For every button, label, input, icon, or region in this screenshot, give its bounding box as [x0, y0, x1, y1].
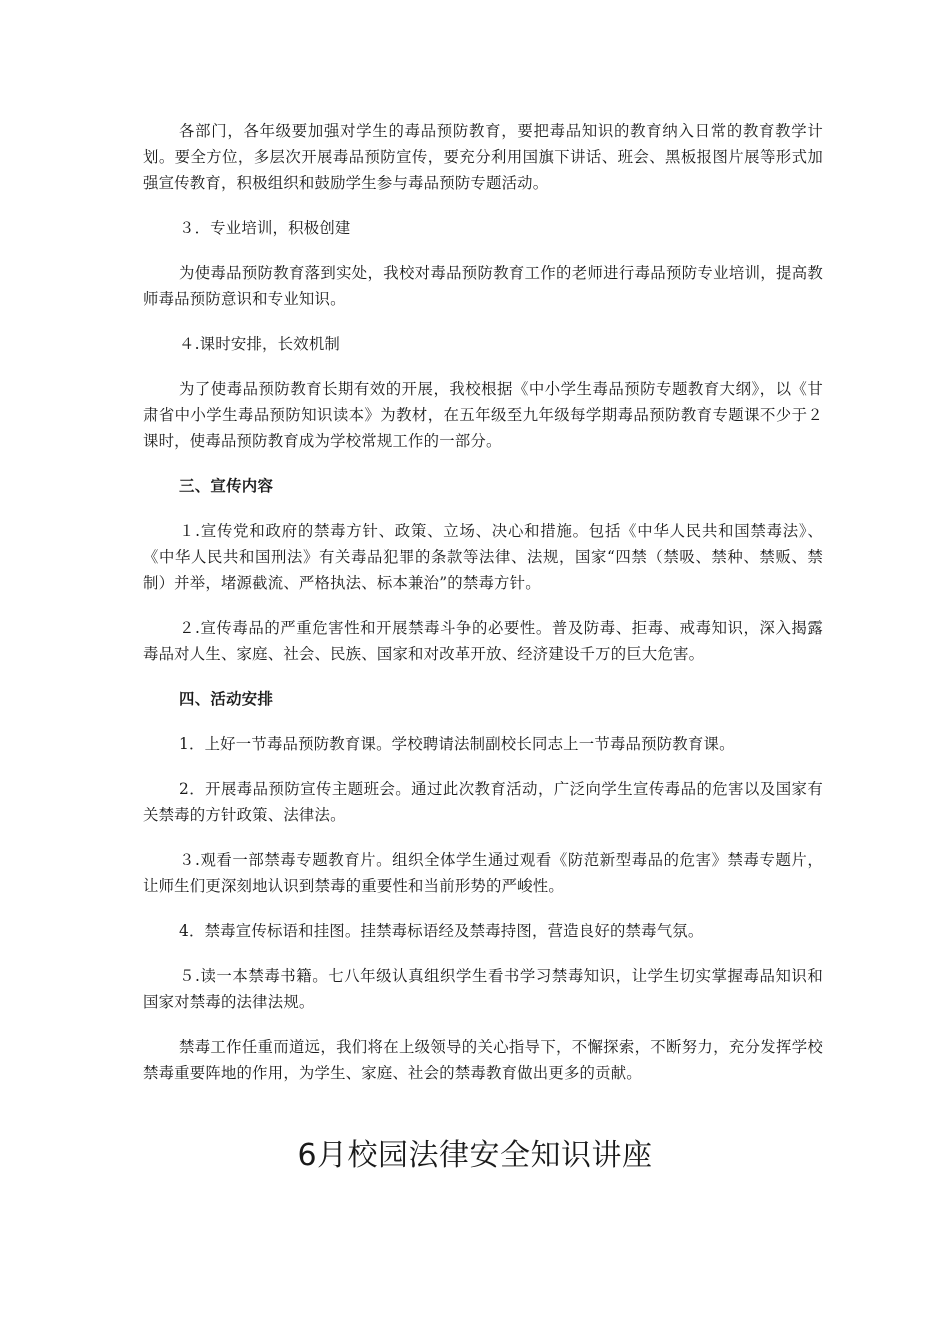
paragraph-activity-3: ３.观看一部禁毒专题教育片。组织全体学生通过观看《防范新型毒品的危害》禁毒专题片，让师生们更深刻地认识到禁毒的重要性和当前形势的严峻性。 — [143, 851, 823, 895]
paragraph-activity-2: 2．开展毒品预防宣传主题班会。通过此次教育活动，广泛向学生宣传毒品的危害以及国家有关禁毒的方针政策、法律法。 — [143, 780, 823, 824]
next-section-title: 6月校园法律安全知识讲座 — [297, 1138, 653, 1173]
subheading-schedule: ４.课时安排，长效机制 — [179, 335, 340, 353]
paragraph-activity-5: ５.读一本禁毒书籍。七八年级认真组织学生看书学习禁毒知识，让学生切实掌握毒品知识和国家对禁毒的法律法规。 — [143, 967, 823, 1011]
document-body — [143, 118, 823, 1086]
paragraph-closing: 禁毒工作任重而道远，我们将在上级领导的关心指导下，不懈探索，不断努力，充分发挥学校禁毒重要阵地的作用，为学生、家庭、社会的禁毒教育做出更多的贡献。 — [143, 1038, 823, 1082]
paragraph-publicity-1: １.宣传党和政府的禁毒方针、政策、立场、决心和措施。包括《中华人民共和国禁毒法》、《中华人民共和国刑法》有关毒品犯罪的条款等法律、法规，国家“四禁（禁吸、禁种、禁贩、禁制）并举，堵源截流、严格执法、标本兼治”的禁毒方针。 — [143, 522, 823, 592]
paragraph-activity-4: 4．禁毒宣传标语和挂图。挂禁毒标语经及禁毒持图，营造良好的禁毒气氛。 — [179, 922, 704, 940]
section-heading-activities: 四、活动安排 — [179, 690, 274, 708]
paragraph-publicity-2: ２.宣传毒品的严重危害性和开展禁毒斗争的必要性。普及防毒、拒毒、戒毒知识，深入揭露毒品对人生、家庭、社会、民族、国家和对改革开放、经济建设千万的巨大危害。 — [143, 619, 823, 663]
paragraph-training: 为使毒品预防教育落到实处，我校对毒品预防教育工作的老师进行毒品预防专业培训，提高教师毒品预防意识和专业知识。 — [143, 264, 823, 308]
section-heading-publicity: 三、宣传内容 — [179, 477, 274, 495]
paragraph-schedule: 为了使毒品预防教育长期有效的开展，我校根据《中小学生毒品预防专题教育大纲》，以《甘肃省中小学生毒品预防知识读本》为教材，在五年级至九年级每学期毒品预防教育专题课不少于２课时，使毒品预防教育成为学校常规工作的一部分。 — [143, 380, 823, 450]
paragraph-activity-1: 1．上好一节毒品预防教育课。学校聘请法制副校长同志上一节毒品预防教育课。 — [179, 735, 735, 753]
paragraph-education-plan: 各部门，各年级要加强对学生的毒品预防教育，要把毒品知识的教育纳入日常的教育教学计划。要全方位，多层次开展毒品预防宣传，要充分利用国旗下讲话、班会、黑板报图片展等形式加强宣传教育，积极组织和鼓励学生参与毒品预防专题活动。 — [143, 122, 823, 192]
subheading-training: ３．专业培训，积极创建 — [179, 219, 351, 237]
